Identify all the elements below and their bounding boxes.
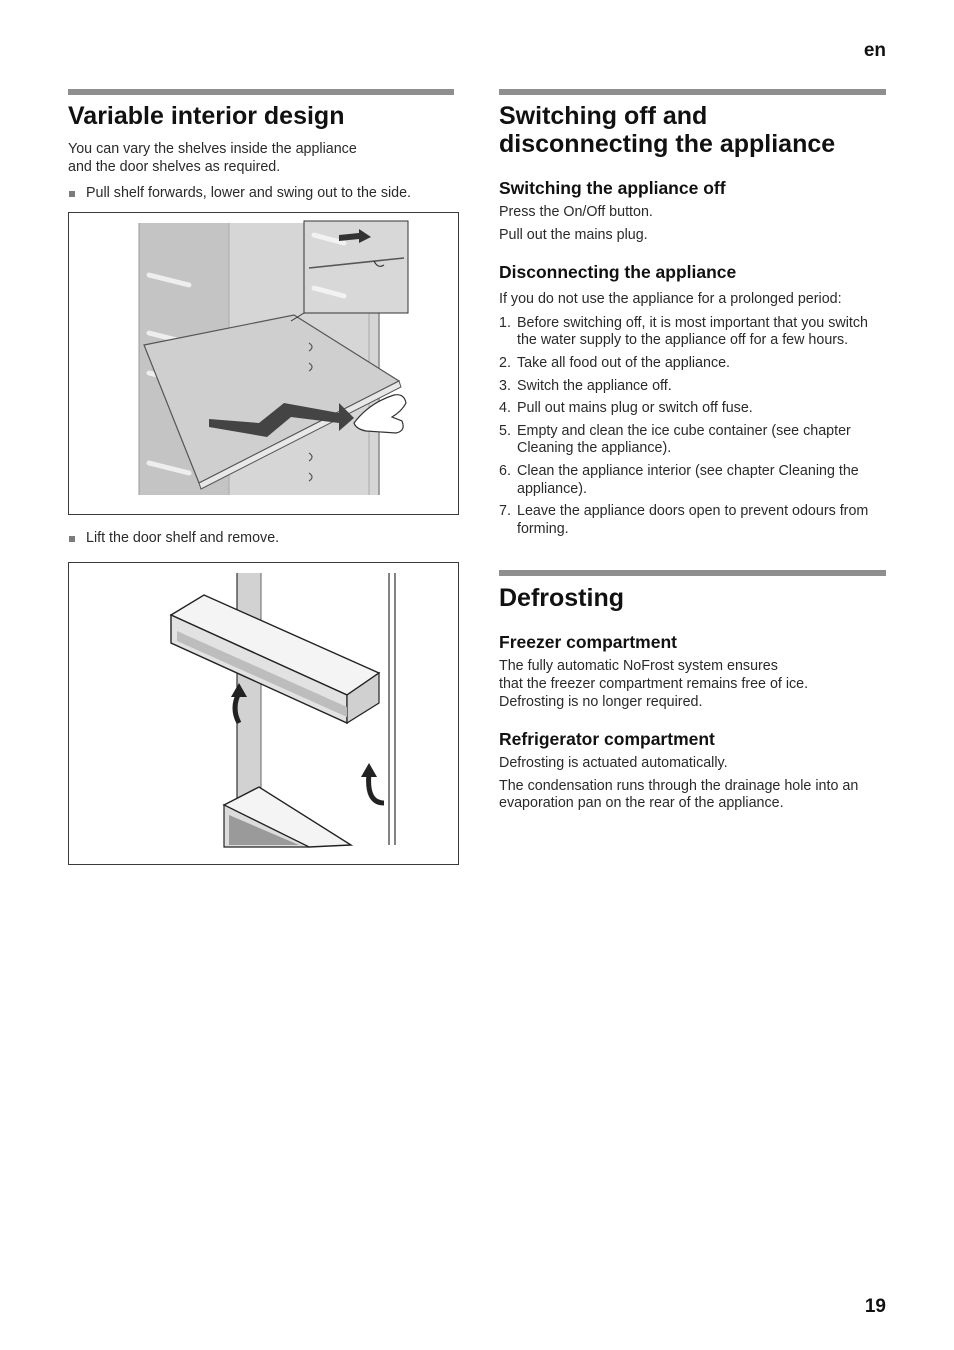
freezer-text: The fully automatic NoFrost system ensures that the freezer compartment remains free of ice. Defrosting is no longer required. bbox=[499, 658, 809, 710]
list-item: 3. Switch the appliance off. bbox=[499, 377, 672, 394]
subheading-switching-off: Switching the appliance off bbox=[499, 178, 726, 198]
switch-off-step-1: Press the On/Off button. bbox=[499, 204, 653, 220]
list-item: 6. Clean the appliance interior (see chapter Cleaning the appliance). bbox=[499, 462, 859, 497]
switch-off-step-2: Pull out the mains plug. bbox=[499, 226, 648, 243]
refrigerator-text-1: Defrosting is actuated automatically. bbox=[499, 755, 728, 772]
right-column bbox=[499, 89, 886, 813]
language-code: en bbox=[863, 40, 886, 61]
list-item: 5. Empty and clean the ice cube container (see chapter Cleaning the appliance). bbox=[499, 422, 851, 457]
bullet-square-icon bbox=[69, 191, 75, 197]
list-item: 1. Before switching off, it is most important that you switch the water supply to the appliance off for a few hours. bbox=[499, 314, 868, 349]
disconnect-steps-list bbox=[499, 315, 886, 539]
intro-paragraph: You can vary the shelves inside the appliance and the door shelves as required. bbox=[68, 141, 357, 175]
subheading-disconnecting: Disconnecting the appliance bbox=[499, 262, 737, 283]
subheading-freezer: Freezer compartment bbox=[499, 632, 677, 653]
section-title-variable-interior: Variable interior design bbox=[68, 102, 345, 130]
section-rule bbox=[499, 570, 886, 576]
refrigerator-text-2: The condensation runs through the drainage hole into an evaporation pan on the rear of the appliance. bbox=[499, 777, 859, 812]
section-title-defrosting: Defrosting bbox=[499, 584, 624, 613]
list-item: 7. Leave the appliance doors open to prevent odours from forming. bbox=[499, 503, 869, 537]
bullet-pull-shelf bbox=[68, 185, 459, 203]
door-shelf-illustration bbox=[68, 562, 459, 865]
bullet-lift-door-shelf bbox=[68, 530, 459, 548]
list-item: 4. Pull out mains plug or switch off fuse. bbox=[499, 400, 753, 417]
section-rule bbox=[499, 89, 886, 95]
subheading-refrigerator: Refrigerator compartment bbox=[499, 729, 715, 750]
left-column bbox=[68, 89, 459, 865]
bullet-square-icon bbox=[69, 536, 75, 542]
section-title-switching-off: Switching off and disconnecting the appliance bbox=[499, 102, 836, 158]
section-rule bbox=[68, 89, 454, 95]
shelf-illustration bbox=[68, 212, 459, 515]
bullet-text: Lift the door shelf and remove. bbox=[86, 529, 280, 546]
bullet-text: Pull shelf forwards, lower and swing out to the side. bbox=[86, 185, 412, 202]
disconnect-intro: If you do not use the appliance for a prolonged period: bbox=[499, 291, 842, 308]
list-item: 2. Take all food out of the appliance. bbox=[499, 354, 731, 371]
page-number: 19 bbox=[864, 1296, 886, 1317]
